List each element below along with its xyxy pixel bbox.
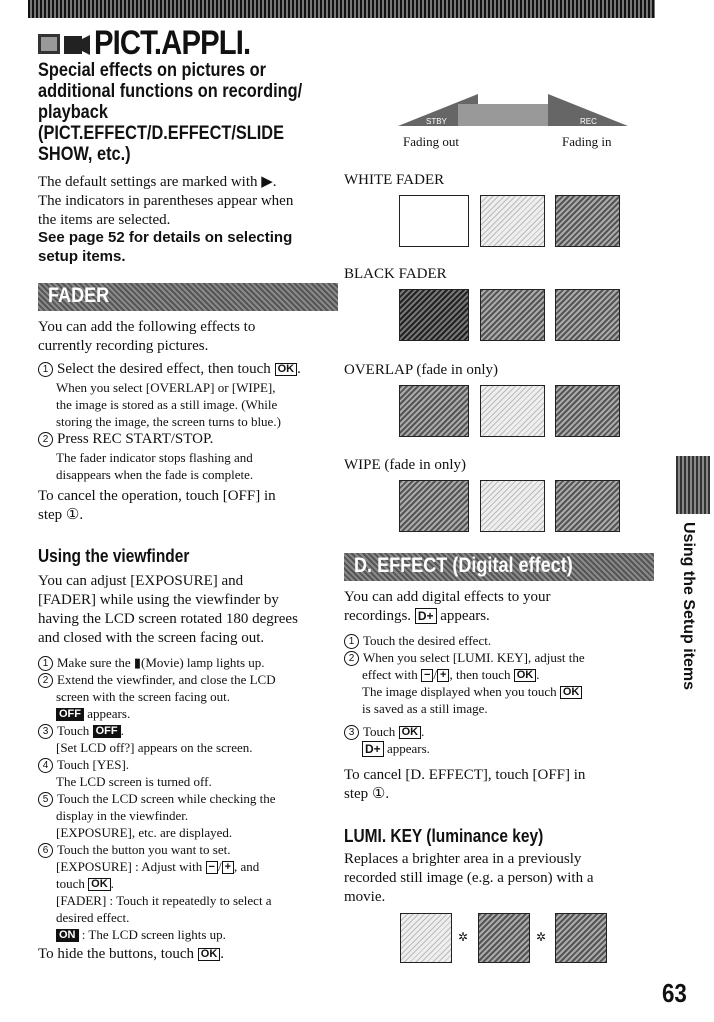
black-fader-frame-2 bbox=[480, 289, 545, 341]
white-fader-label: WHITE FADER bbox=[344, 172, 445, 188]
lumi-still-image bbox=[400, 913, 452, 963]
side-tab-label: Using the Setup items bbox=[680, 522, 697, 691]
page-subtitle: Special effects on pictures or additional functions on recording/ playback (PICT.EFFECT/D.EFFECT/SLIDE SHOW, etc.) bbox=[38, 60, 303, 165]
ok-key-hide: OK bbox=[198, 948, 221, 961]
fading-out-label: Fading out bbox=[403, 134, 459, 149]
ok-key: OK bbox=[275, 363, 298, 376]
overlap-frame-3 bbox=[555, 385, 620, 437]
d-effect-icon: D+ bbox=[415, 608, 437, 624]
overlap-frame-1 bbox=[399, 385, 469, 437]
lumi-result-image bbox=[555, 913, 607, 963]
fading-in-label: Fading in bbox=[562, 134, 612, 149]
white-fader-frame-2 bbox=[480, 195, 545, 247]
d-effect-section-band: D. EFFECT (Digital effect) bbox=[344, 553, 654, 581]
black-fader-frame-1 bbox=[399, 289, 469, 341]
overlap-frame-2 bbox=[480, 385, 545, 437]
page-number: 63 bbox=[662, 978, 687, 1008]
black-fader-frame-3 bbox=[555, 289, 620, 341]
lumi-movie-image bbox=[478, 913, 530, 963]
movie-camera-icon bbox=[38, 31, 90, 57]
page-title: PICT.APPLI. bbox=[94, 24, 251, 62]
fader-body: You can add the following effects to currently recording pictures. 1 Select the desired effect, then touch OK . When you select [OVERLAP] or [WIPE], the image is stored as a still image. (While storing the image, the screen turns to blue.) 2 Press REC START/STOP. The fader indicator stops flashing and disappears when the fade is complete. To cancel the operation, touch [OFF] in step ①. bbox=[38, 319, 301, 523]
top-bar bbox=[28, 0, 655, 18]
movie-lamp-icon: ▮ bbox=[133, 655, 142, 670]
plus-icon: ✲ bbox=[458, 930, 469, 944]
arrow-label-rec: REC bbox=[580, 117, 597, 126]
arrow-label-stby: STBY bbox=[426, 117, 447, 126]
white-fader-frame-1 bbox=[399, 195, 469, 247]
side-tab-marker bbox=[676, 456, 710, 514]
fade-arrow-diagram bbox=[398, 86, 628, 128]
result-icon: ✲ bbox=[536, 930, 547, 944]
wipe-frame-1 bbox=[399, 480, 469, 532]
fader-section-band: FADER bbox=[38, 283, 338, 311]
white-fader-frame-3 bbox=[555, 195, 620, 247]
lcd-off-key: OFF bbox=[93, 725, 121, 738]
wipe-label: WIPE (fade in only) bbox=[344, 457, 467, 473]
intro-text: The default settings are marked with ▶. The indicators in parentheses appear when the items are selected. bbox=[38, 174, 294, 228]
lumi-key-heading: LUMI. KEY (luminance key) bbox=[344, 826, 544, 846]
viewfinder-body: You can adjust [EXPOSURE] and [FADER] while using the viewfinder by having the LCD screen rotated 180 degrees and closed with the screen facing out. 1 Make sure the ▮(Movie) lamp lights up. 2 Extend the viewfinder, and close the LCD screen with the screen facing out. OFF appears. 3 Touch OFF . [Set LCD off?] appears on the screen. 4 Touch [YES]. The LCD screen is turned off. 5 Touch the LCD screen while checking the display in the viewfinder. [EXPOSURE], etc. are displayed. 6 Touch the button you want to set. [EXPOSURE] : Adjust with − / + , and touch OK . [FADER] : Touch it repeatedly to select a desired effect. ON : The LCD screen lights up. To hide the buttons, touch OK . bbox=[38, 573, 298, 962]
wipe-frame-3 bbox=[555, 480, 620, 532]
overlap-label: OVERLAP (fade in only) bbox=[344, 362, 498, 378]
lumi-key-body: Replaces a brighter area in a previously recorded still image (e.g. a person) with a movie. bbox=[344, 851, 594, 905]
see-page-note: See page 52 for details on selecting setup items. bbox=[38, 229, 293, 265]
wipe-frame-2 bbox=[480, 480, 545, 532]
black-fader-label: BLACK FADER bbox=[344, 266, 447, 282]
viewfinder-heading: Using the viewfinder bbox=[38, 546, 190, 566]
d-effect-body: You can add digital effects to your recordings. D+ appears. 1 Touch the desired effect. 2 When you select [LUMI. KEY], adjust the effect with − / + , then touch OK . The image displayed when you touch OK is saved as a still image. 3 Touch OK . D+ appears. To cancel [D. EFFECT], touch [OFF] in step ①. bbox=[344, 589, 586, 802]
